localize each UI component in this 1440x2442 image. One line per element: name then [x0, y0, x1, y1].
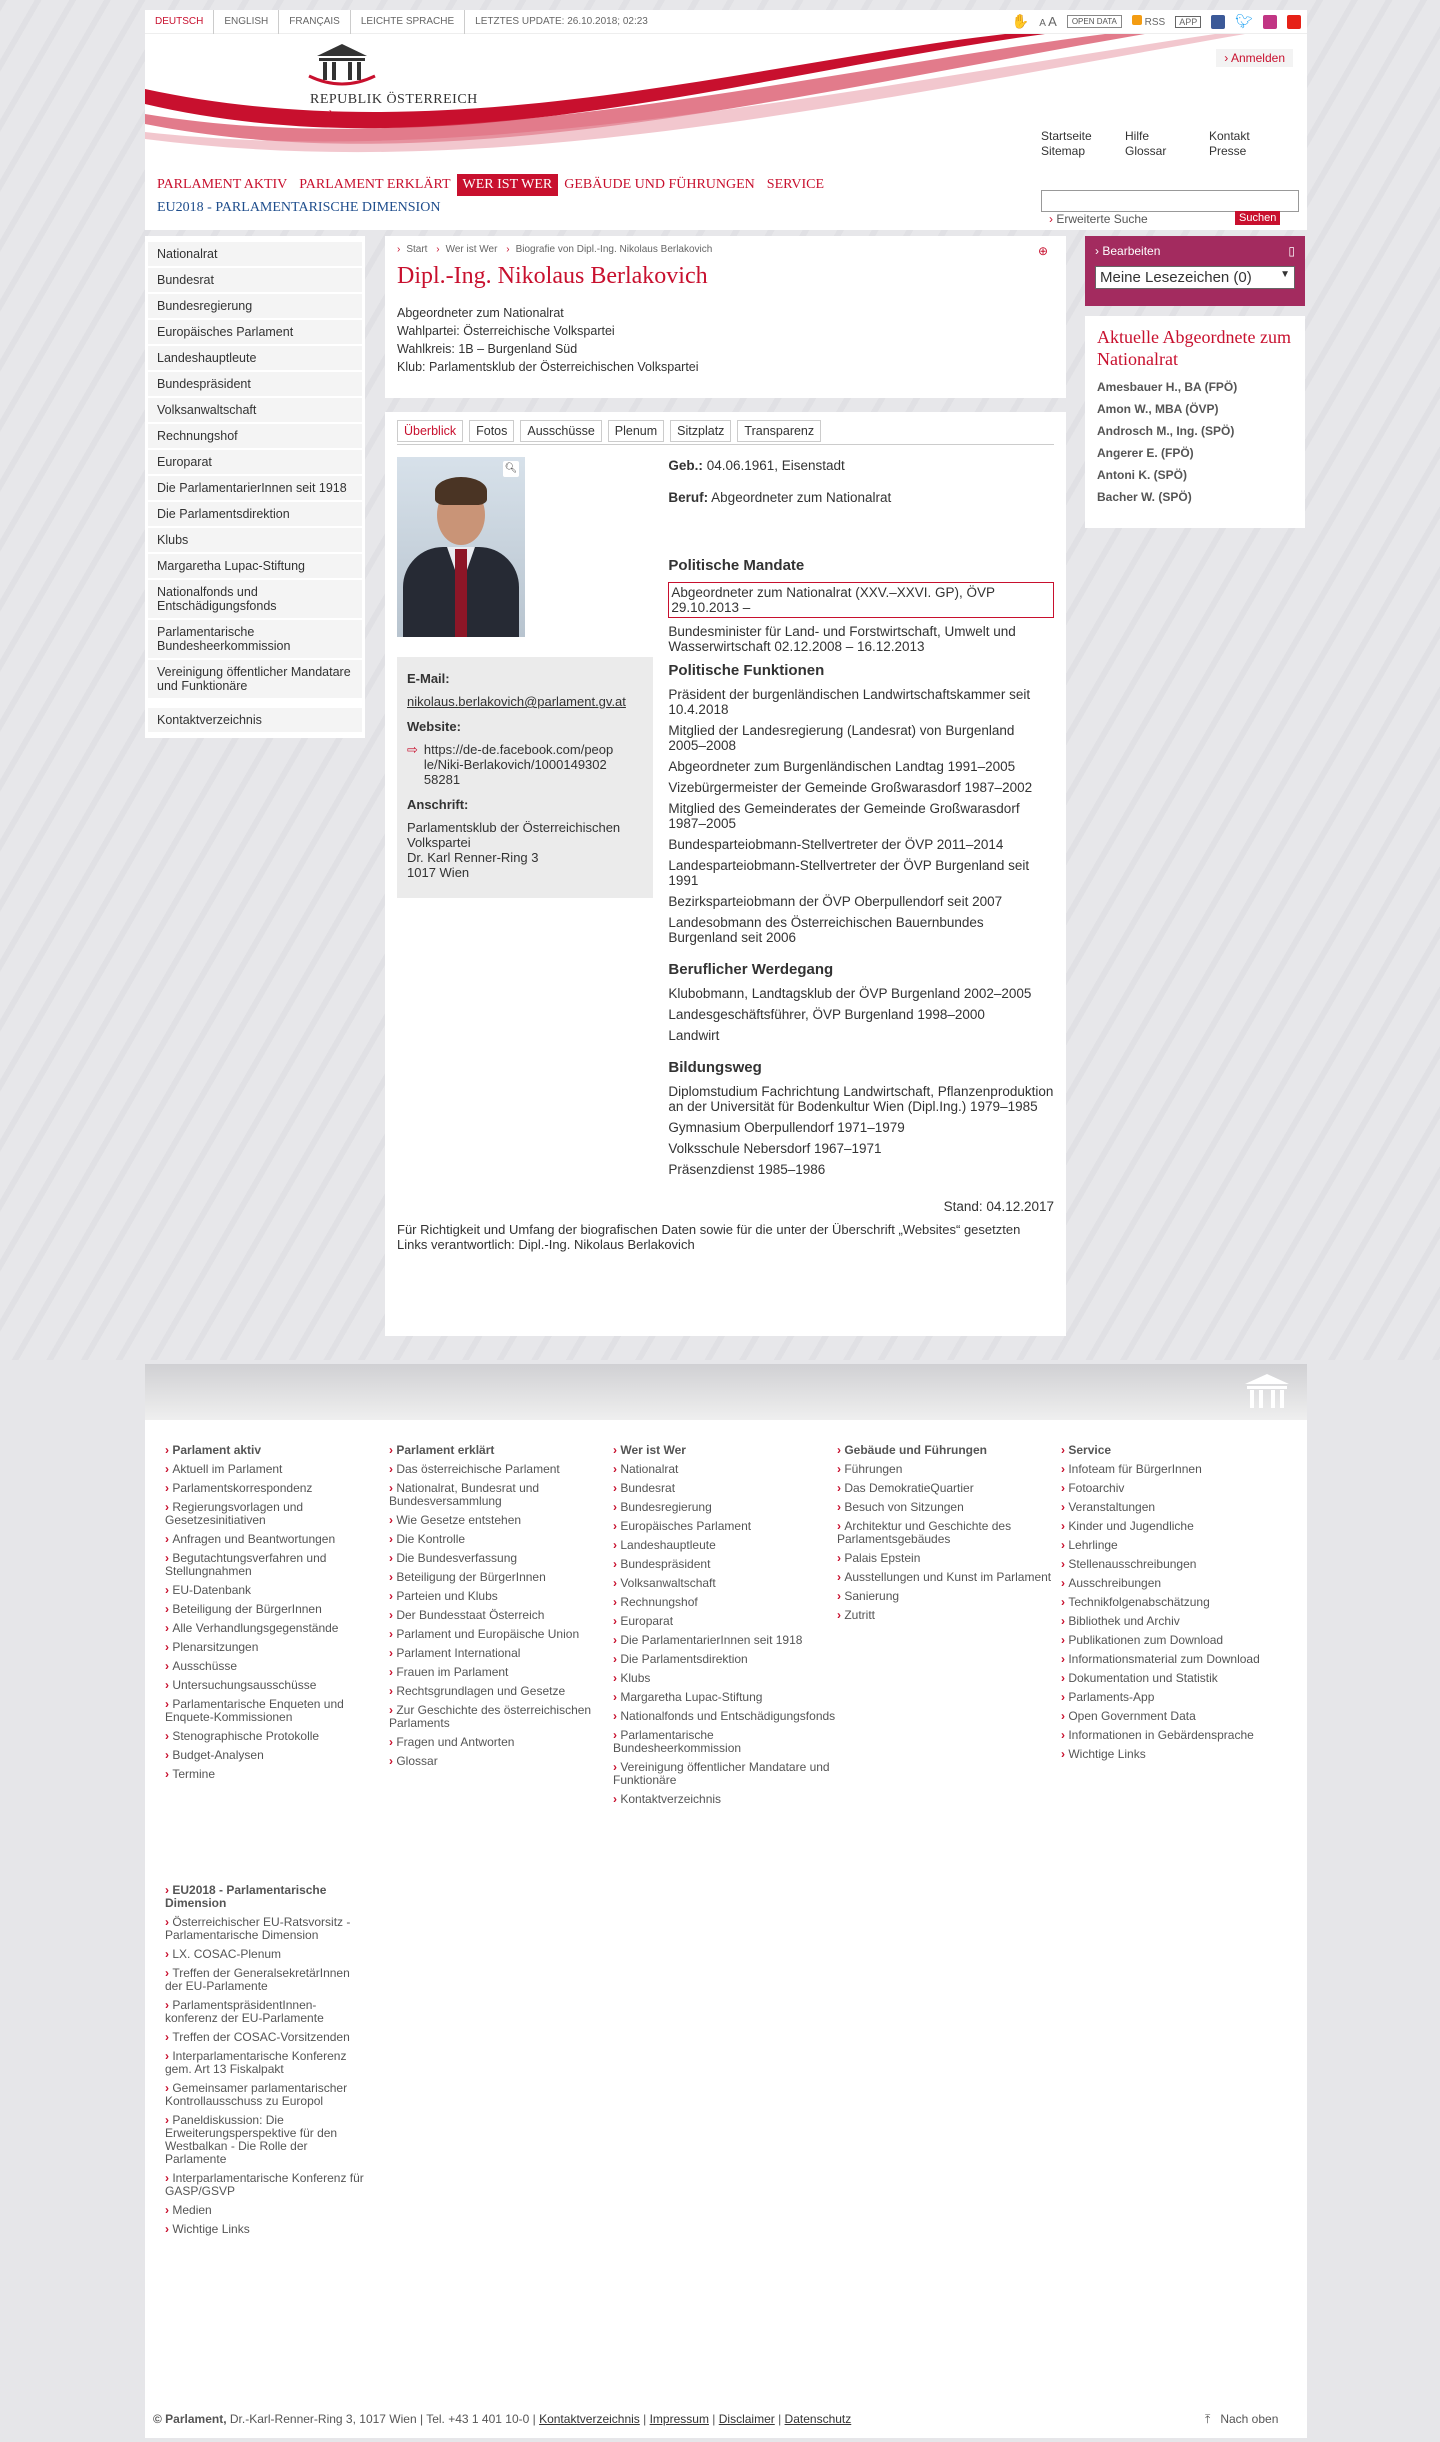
footer-link[interactable]: › Ausschreibungen: [1061, 1577, 1285, 1590]
footer-link[interactable]: › Der Bundesstaat Österreich: [389, 1609, 613, 1622]
tab-sitzplatz[interactable]: Sitzplatz: [670, 420, 731, 442]
section-beruf-heading: Beruflicher Werdegang: [668, 961, 834, 978]
footer-link[interactable]: › Begutachtungsverfahren und Stellungnahmen: [165, 1552, 389, 1578]
font-size-toggle[interactable]: A A: [1039, 14, 1057, 29]
footer-link[interactable]: › Interparlamentarische Konferenz gem. Art 13 Fiskalpakt: [165, 2050, 365, 2076]
footer-link[interactable]: › Bundespräsident: [613, 1558, 837, 1571]
footer-link[interactable]: › LX. COSAC-Plenum: [165, 1948, 365, 1961]
function-item: Vizebürgermeister der Gemeinde Großwarasdorf 1987–2002: [668, 780, 1033, 795]
member-link[interactable]: Amesbauer H., BA (FPÖ): [1097, 380, 1238, 394]
sidebar-item[interactable]: Landeshauptleute: [148, 346, 362, 370]
footer-link[interactable]: › Europarat: [613, 1615, 837, 1628]
footer-bottom: © Parlament, Dr.-Karl-Renner-Ring 3, 1017 Wien | Tel. +43 1 401 10-0 | Kontaktverzeichnis | Impressum | Disclaimer | Datenschutz: [153, 2412, 852, 2426]
footer-link[interactable]: › ParlamentspräsidentInnen-konferenz der EU-Parlamente: [165, 1999, 365, 2025]
current-members-title: Aktuelle Abgeordnete zum Nationalrat: [1097, 327, 1291, 369]
career-item: Klubobmann, Landtagsklub der ÖVP Burgenland 2002–2005: [668, 986, 1032, 1001]
footer-link[interactable]: › Treffen der COSAC-Vorsitzenden: [165, 2031, 365, 2044]
right-sidebar: [1085, 236, 1305, 528]
footer-link[interactable]: › Nationalrat: [613, 1463, 837, 1476]
footer-link[interactable]: › Zutritt: [837, 1609, 1061, 1622]
sidebar-item[interactable]: Bundesregierung: [148, 294, 362, 318]
footer-column: [613, 1444, 837, 1812]
footer-link[interactable]: › Die Bundesverfassung: [389, 1552, 613, 1565]
footer-link[interactable]: › Das österreichische Parlament: [389, 1463, 613, 1476]
bookmarks-select[interactable]: Meine Lesezeichen (0) ▼: [1095, 266, 1295, 289]
footer-link[interactable]: › Treffen der GeneralsekretärInnen der EU-Parlamente: [165, 1967, 365, 1993]
twitter-icon[interactable]: 🐦︎: [1235, 13, 1253, 29]
footer-columns: [165, 1444, 1285, 1812]
nav-service[interactable]: SERVICE: [766, 177, 825, 192]
member-link[interactable]: Antoni K. (SPÖ): [1097, 468, 1187, 482]
site-logo[interactable]: [310, 92, 478, 125]
function-item: Präsident der burgenländischen Landwirtschaftskammer seit 10.4.2018: [668, 687, 1031, 717]
footer-link[interactable]: › Glossar: [389, 1755, 613, 1768]
sidebar-item[interactable]: Margaretha Lupac-Stiftung: [148, 554, 362, 578]
career-item: Landesgeschäftsführer, ÖVP Burgenland 1998–2000: [668, 1007, 985, 1022]
footer-link[interactable]: › Architektur und Geschichte des Parlamentsgebäudes: [837, 1520, 1061, 1546]
footer-link-datenschutz[interactable]: Datenschutz: [784, 2412, 852, 2426]
biography-column: [668, 457, 1054, 1183]
parliament-logo-icon: [305, 42, 379, 86]
member-link[interactable]: Amon W., MBA (ÖVP): [1097, 402, 1219, 416]
footer-column: [837, 1444, 1061, 1812]
contact-column: [397, 457, 653, 1183]
crumb-current: Biografie von Dipl.-Ing. Nikolaus Berlakovich: [515, 244, 713, 255]
sidebar-item[interactable]: Bundespräsident: [148, 372, 362, 396]
tab-ueberblick[interactable]: Überblick: [397, 420, 463, 442]
profile-header: [385, 236, 1066, 398]
function-item: Mitglied der Landesregierung (Landesrat) von Burgenland 2005–2008: [668, 723, 1015, 753]
footer-link[interactable]: › Ausstellungen und Kunst im Parlament: [837, 1571, 1061, 1584]
footer-link[interactable]: › Wichtige Links: [1061, 1748, 1285, 1761]
external-link-icon: ⇨: [407, 742, 418, 757]
footer-link[interactable]: › Frauen im Parlament: [389, 1666, 613, 1679]
footer-link[interactable]: › Wie Gesetze entstehen: [389, 1514, 613, 1527]
sidebar-item[interactable]: Nationalfonds und Entschädigungsfonds: [148, 580, 362, 618]
disclaimer-text: Für Richtigkeit und Umfang der biografischen Daten sowie für die unter der Überschrift „Websites“ gesetzten Links verantwortlich: Dipl.-Ing. Nikolaus Berlakovich: [397, 1222, 1021, 1252]
nav-wer-ist-wer[interactable]: WER IST WER: [457, 174, 559, 196]
chevron-down-icon: ▼: [1280, 269, 1290, 280]
footer-column-heading[interactable]: › Parlament erklärt: [389, 1444, 613, 1457]
function-item: Abgeordneter zum Burgenländischen Landtag 1991–2005: [668, 759, 1016, 774]
tab-fotos[interactable]: Fotos: [469, 420, 514, 442]
back-to-top-link[interactable]: ⤒ Nach oben: [1205, 2412, 1279, 2426]
current-members-box: [1085, 316, 1305, 528]
footer-link[interactable]: › Medien: [165, 2204, 365, 2217]
footer-link[interactable]: › Beteiligung der BürgerInnen: [165, 1603, 389, 1616]
search-input[interactable]: [1041, 190, 1299, 212]
login-button[interactable]: › Anmelden: [1216, 49, 1293, 67]
education-item: Präsenzdienst 1985–1986: [668, 1162, 826, 1177]
quick-startseite[interactable]: Startseite: [1041, 129, 1092, 143]
sidebar-item[interactable]: Klubs: [148, 528, 362, 552]
footer-link[interactable]: › Parteien und Klubs: [389, 1590, 613, 1603]
footer-link[interactable]: › Vereinigung öffentlicher Mandatare und Funktionäre: [613, 1761, 837, 1787]
footer-link[interactable]: › Open Government Data: [1061, 1710, 1285, 1723]
address-label: Anschrift:: [407, 797, 469, 812]
footer-link-impressum[interactable]: Impressum: [649, 2412, 709, 2426]
nav-parlament-erklaert[interactable]: PARLAMENT ERKLÄRT: [299, 177, 451, 192]
quick-sitemap[interactable]: Sitemap: [1041, 144, 1086, 158]
member-link[interactable]: Angerer E. (FPÖ): [1097, 446, 1194, 460]
footer-link[interactable]: › Die Kontrolle: [389, 1533, 613, 1546]
page-wrapper: [145, 10, 1307, 230]
quick-links: [1041, 129, 1293, 159]
footer-link[interactable]: › Veranstaltungen: [1061, 1501, 1285, 1514]
sidebar-item[interactable]: Bundesrat: [148, 268, 362, 292]
lang-english[interactable]: ENGLISH: [214, 10, 279, 34]
rss-link[interactable]: RSS: [1132, 15, 1165, 28]
mandate-item: Abgeordneter zum Nationalrat (XXV.–XXVI. GP), ÖVP 29.10.2013 –: [668, 582, 1054, 618]
footer-link[interactable]: › Parlamentarische Enqueten und Enquete-Kommissionen: [165, 1698, 389, 1724]
footer-link[interactable]: › Termine: [165, 1768, 389, 1781]
footer-link[interactable]: › Technikfolgenabschätzung: [1061, 1596, 1285, 1609]
website-link[interactable]: ⇨ https://de-de.facebook.com/people/Niki-Berlakovich/100014930258281: [407, 742, 614, 787]
education-item: Diplomstudium Fachrichtung Landwirtschaft, Pflanzenproduktion an der Universität für Bodenkultur Wien (Dipl.Ing.) 1979–1985: [668, 1084, 1054, 1114]
footer-link[interactable]: › Stenographische Protokolle: [165, 1730, 389, 1743]
footer-link[interactable]: › Europäisches Parlament: [613, 1520, 837, 1533]
quick-glossar[interactable]: Glossar: [1125, 144, 1167, 158]
last-update: LETZTES UPDATE: 26.10.2018; 02:23: [475, 16, 648, 27]
footer-column-heading[interactable]: › Wer ist Wer: [613, 1444, 837, 1457]
footer-link[interactable]: › Das DemokratieQuartier: [837, 1482, 1061, 1495]
facebook-icon[interactable]: [1211, 15, 1225, 29]
sidebar-item[interactable]: Die Parlamentsdirektion: [148, 502, 362, 526]
logo-line-1: REPUBLIK ÖSTERREICH: [310, 92, 478, 107]
career-item: Landwirt: [668, 1028, 720, 1043]
crumb-start[interactable]: Start: [406, 244, 428, 255]
left-sidebar: [145, 236, 365, 738]
footer-link[interactable]: › Nationalfonds und Entschädigungsfonds: [613, 1710, 837, 1723]
sign-language-icon[interactable]: ✋: [1011, 13, 1030, 29]
main-content: [385, 236, 1066, 1336]
footer-link[interactable]: › Regierungsvorlagen und Gesetzesinitiativen: [165, 1501, 389, 1527]
youtube-icon[interactable]: [1287, 15, 1301, 29]
quick-kontakt[interactable]: Kontakt: [1209, 129, 1250, 143]
bookmark-icon[interactable]: ⊕: [1037, 244, 1048, 258]
function-item: Landesobmann des Österreichischen Bauernbundes Burgenland seit 2006: [668, 915, 984, 945]
sidebar-item[interactable]: Volksanwaltschaft: [148, 398, 362, 422]
footer-link[interactable]: › Sanierung: [837, 1590, 1061, 1603]
footer-link[interactable]: › Dokumentation und Statistik: [1061, 1672, 1285, 1685]
footer-link[interactable]: › Untersuchungsausschüsse: [165, 1679, 389, 1692]
top-bar: [145, 10, 1307, 34]
footer-link[interactable]: › Palais Epstein: [837, 1552, 1061, 1565]
email-link[interactable]: nikolaus.berlakovich@parlament.gv.at: [407, 694, 626, 709]
sidebar-item[interactable]: Europäisches Parlament: [148, 320, 362, 344]
email-label: E-Mail:: [407, 671, 450, 686]
birth-info: Geb.: 04.06.1961, Eisenstadt: [668, 458, 845, 473]
parliament-logo-icon: [1239, 1372, 1295, 1412]
footer-link[interactable]: › Parlamentarische Bundesheerkommission: [613, 1729, 837, 1755]
footer-link[interactable]: › Landeshauptleute: [613, 1539, 837, 1552]
footer-band: [145, 1364, 1307, 1420]
member-summary: Abgeordneter zum Nationalrat Wahlpartei: Österreichische Volkspartei Wahlkreis: 1B – Burgenland Süd Klub: Parlamentsklub der Österreichischen Volkspartei: [397, 306, 699, 374]
footer-link[interactable]: › Fotoarchiv: [1061, 1482, 1285, 1495]
footer-link[interactable]: › Informationsmaterial zum Download: [1061, 1653, 1285, 1666]
footer-column-heading[interactable]: › Parlament aktiv: [165, 1444, 389, 1457]
footer-link[interactable]: › Budget-Analysen: [165, 1749, 389, 1762]
instagram-icon[interactable]: [1263, 15, 1277, 29]
subnav-eu2018[interactable]: EU2018 - PARLAMENTARISCHE DIMENSION: [157, 200, 441, 215]
advanced-search-link[interactable]: › Erweiterte Suche: [1049, 212, 1148, 226]
contact-box: [397, 657, 653, 898]
lang-francais[interactable]: FRANÇAIS: [279, 10, 351, 34]
footer-link[interactable]: › Stellenausschreibungen: [1061, 1558, 1285, 1571]
function-item: Bezirksparteiobmann der ÖVP Oberpullendorf seit 2007: [668, 894, 1003, 909]
footer-link-disclaimer[interactable]: Disclaimer: [718, 2412, 775, 2426]
function-item: Mitglied des Gemeinderates der Gemeinde Großwarasdorf 1987–2005: [668, 801, 1020, 831]
footer-link[interactable]: › Die ParlamentarierInnen seit 1918: [613, 1634, 837, 1647]
collapse-icon[interactable]: ▯: [1288, 244, 1295, 258]
footer-link[interactable]: › Kinder und Jugendliche: [1061, 1520, 1285, 1533]
footer-eu-column: [165, 1884, 365, 2242]
mandate-item: Bundesminister für Land- und Forstwirtschaft, Umwelt und Wasserwirtschaft 02.12.2008 – 16.12.2013: [668, 624, 1016, 654]
lang-deutsch[interactable]: DEUTSCH: [145, 10, 214, 34]
footer-link[interactable]: › Publikationen zum Download: [1061, 1634, 1285, 1647]
footer-link[interactable]: › Besuch von Sitzungen: [837, 1501, 1061, 1514]
member-link[interactable]: Androsch M., Ing. (SPÖ): [1097, 424, 1235, 438]
app-button[interactable]: APP: [1175, 16, 1201, 28]
member-link[interactable]: Bacher W. (SPÖ): [1097, 490, 1192, 504]
occupation-info: Beruf: Abgeordneter zum Nationalrat: [668, 490, 892, 505]
footer-link[interactable]: › Wichtige Links: [165, 2223, 365, 2236]
sidebar-item[interactable]: Nationalrat: [148, 242, 362, 266]
edit-panel: [1085, 236, 1305, 306]
nav-gebaeude[interactable]: GEBÄUDE UND FÜHRUNGEN: [564, 177, 755, 192]
footer-link[interactable]: › Anfragen und Beantwortungen: [165, 1533, 389, 1546]
footer-link[interactable]: › Interparlamentarische Konferenz für GASP/GSVP: [165, 2172, 365, 2198]
footer-link[interactable]: › Zur Geschichte des österreichischen Parlaments: [389, 1704, 613, 1730]
footer-link[interactable]: › Nationalrat, Bundesrat und Bundesversammlung: [389, 1482, 613, 1508]
main-nav: [151, 174, 830, 196]
footer-column: [165, 1444, 389, 1812]
function-item: Bundesparteiobmann-Stellvertreter der ÖVP 2011–2014: [668, 837, 1004, 852]
header: [145, 34, 1307, 176]
tab-ausschuesse[interactable]: Ausschüsse: [520, 420, 601, 442]
footer-link[interactable]: › Rechnungshof: [613, 1596, 837, 1609]
search-button[interactable]: Suchen: [1235, 211, 1280, 225]
nav-parlament-aktiv[interactable]: PARLAMENT AKTIV: [157, 177, 288, 192]
footer-link[interactable]: › Plenarsitzungen: [165, 1641, 389, 1654]
sidebar-item[interactable]: Europarat: [148, 450, 362, 474]
footer-link[interactable]: › Parlament und Europäische Union: [389, 1628, 613, 1641]
edit-button[interactable]: › Bearbeiten: [1095, 244, 1161, 258]
footer-link[interactable]: › Fragen und Antworten: [389, 1736, 613, 1749]
footer-link[interactable]: › Österreichischer EU-Ratsvorsitz - Parlamentarische Dimension: [165, 1916, 365, 1942]
footer-link[interactable]: › Ausschüsse: [165, 1660, 389, 1673]
footer-link[interactable]: › Lehrlinge: [1061, 1539, 1285, 1552]
sidebar-item[interactable]: Rechnungshof: [148, 424, 362, 448]
chevron-right-icon: ›: [1049, 212, 1053, 226]
breadcrumb: › Start › Wer ist Wer › Biografie von Dipl.-Ing. Nikolaus Berlakovich: [397, 244, 713, 255]
footer-link[interactable]: › Parlamentskorrespondenz: [165, 1482, 389, 1495]
footer-link[interactable]: › Paneldiskussion: Die Erweiterungsperspektive für den Westbalkan - Die Rolle der Parlamente: [165, 2114, 365, 2166]
quick-presse[interactable]: Presse: [1209, 144, 1247, 158]
footer-column-heading[interactable]: › EU2018 - Parlamentarische Dimension: [165, 1884, 365, 1910]
quick-hilfe[interactable]: Hilfe: [1125, 129, 1150, 143]
education-item: Gymnasium Oberpullendorf 1971–1979: [668, 1120, 905, 1135]
function-item: Landesparteiobmann-Stellvertreter der ÖVP Burgenland seit 1991: [668, 858, 1030, 888]
website-label: Website:: [407, 719, 461, 734]
sidebar-item[interactable]: Parlamentarische Bundesheerkommission: [148, 620, 362, 658]
rss-icon: [1132, 15, 1142, 25]
profile-body: [385, 412, 1066, 1336]
footer-link[interactable]: › Die Parlamentsdirektion: [613, 1653, 837, 1666]
footer-column-heading[interactable]: › Service: [1061, 1444, 1285, 1457]
footer-link[interactable]: › Rechtsgrundlagen und Gesetze: [389, 1685, 613, 1698]
zoom-icon[interactable]: 🔍︎: [503, 461, 519, 477]
profile-tabs: [397, 420, 1054, 445]
footer-link[interactable]: › Bibliothek und Archiv: [1061, 1615, 1285, 1628]
footer-link[interactable]: › Parlament International: [389, 1647, 613, 1660]
sidebar-item[interactable]: Die ParlamentarierInnen seit 1918: [148, 476, 362, 500]
footer-link[interactable]: › Infoteam für BürgerInnen: [1061, 1463, 1285, 1476]
footer-link[interactable]: › Aktuell im Parlament: [165, 1463, 389, 1476]
lang-leichte-sprache[interactable]: LEICHTE SPRACHE: [351, 10, 465, 34]
education-item: Volksschule Nebersdorf 1967–1971: [668, 1141, 882, 1156]
footer-link[interactable]: › Parlaments-App: [1061, 1691, 1285, 1704]
tab-transparenz[interactable]: Transparenz: [737, 420, 821, 442]
footer-link[interactable]: › Informationen in Gebärdensprache: [1061, 1729, 1285, 1742]
sidebar-item[interactable]: Kontaktverzeichnis: [148, 708, 362, 732]
logo-line-2: Parlament: [310, 109, 367, 124]
footer-link[interactable]: › Volksanwaltschaft: [613, 1577, 837, 1590]
open-data-button[interactable]: OPEN DATA: [1067, 15, 1122, 28]
nav-area: [145, 176, 1307, 230]
tab-plenum[interactable]: Plenum: [608, 420, 664, 442]
section-mandate-heading: Politische Mandate: [668, 557, 805, 574]
footer-link[interactable]: › EU-Datenbank: [165, 1584, 389, 1597]
footer-link[interactable]: › Kontaktverzeichnis: [613, 1793, 837, 1806]
footer-link[interactable]: › Bundesrat: [613, 1482, 837, 1495]
page-title: Dipl.-Ing. Nikolaus Berlakovich: [397, 263, 708, 289]
portrait-photo[interactable]: [397, 457, 525, 637]
footer-column: [1061, 1444, 1285, 1812]
address: Parlamentsklub der Österreichischen Volkspartei Dr. Karl Renner-Ring 3 1017 Wien: [407, 820, 621, 880]
footer-column: [389, 1444, 613, 1812]
footer-link[interactable]: › Beteiligung der BürgerInnen: [389, 1571, 613, 1584]
footer-link[interactable]: › Margaretha Lupac-Stiftung: [613, 1691, 837, 1704]
footer-link[interactable]: › Klubs: [613, 1672, 837, 1685]
footer-link-kontakt[interactable]: Kontaktverzeichnis: [539, 2412, 640, 2426]
footer-link[interactable]: › Alle Verhandlungsgegenstände: [165, 1622, 389, 1635]
stand-date: Stand: 04.12.2017: [943, 1199, 1054, 1214]
footer-link[interactable]: › Bundesregierung: [613, 1501, 837, 1514]
crumb-wer-ist-wer[interactable]: Wer ist Wer: [445, 244, 498, 255]
sidebar-item[interactable]: Vereinigung öffentlicher Mandatare und Funktionäre: [148, 660, 362, 698]
footer-link[interactable]: › Gemeinsamer parlamentarischer Kontrollausschuss zu Europol: [165, 2082, 365, 2108]
footer-link[interactable]: › Führungen: [837, 1463, 1061, 1476]
section-funktionen-heading: Politische Funktionen: [668, 662, 825, 679]
footer-column-heading[interactable]: › Gebäude und Führungen: [837, 1444, 1061, 1457]
footer: [145, 1364, 1307, 2438]
arrow-up-icon: ⤒: [1205, 2412, 1211, 2426]
section-bildung-heading: Bildungsweg: [668, 1059, 762, 1076]
